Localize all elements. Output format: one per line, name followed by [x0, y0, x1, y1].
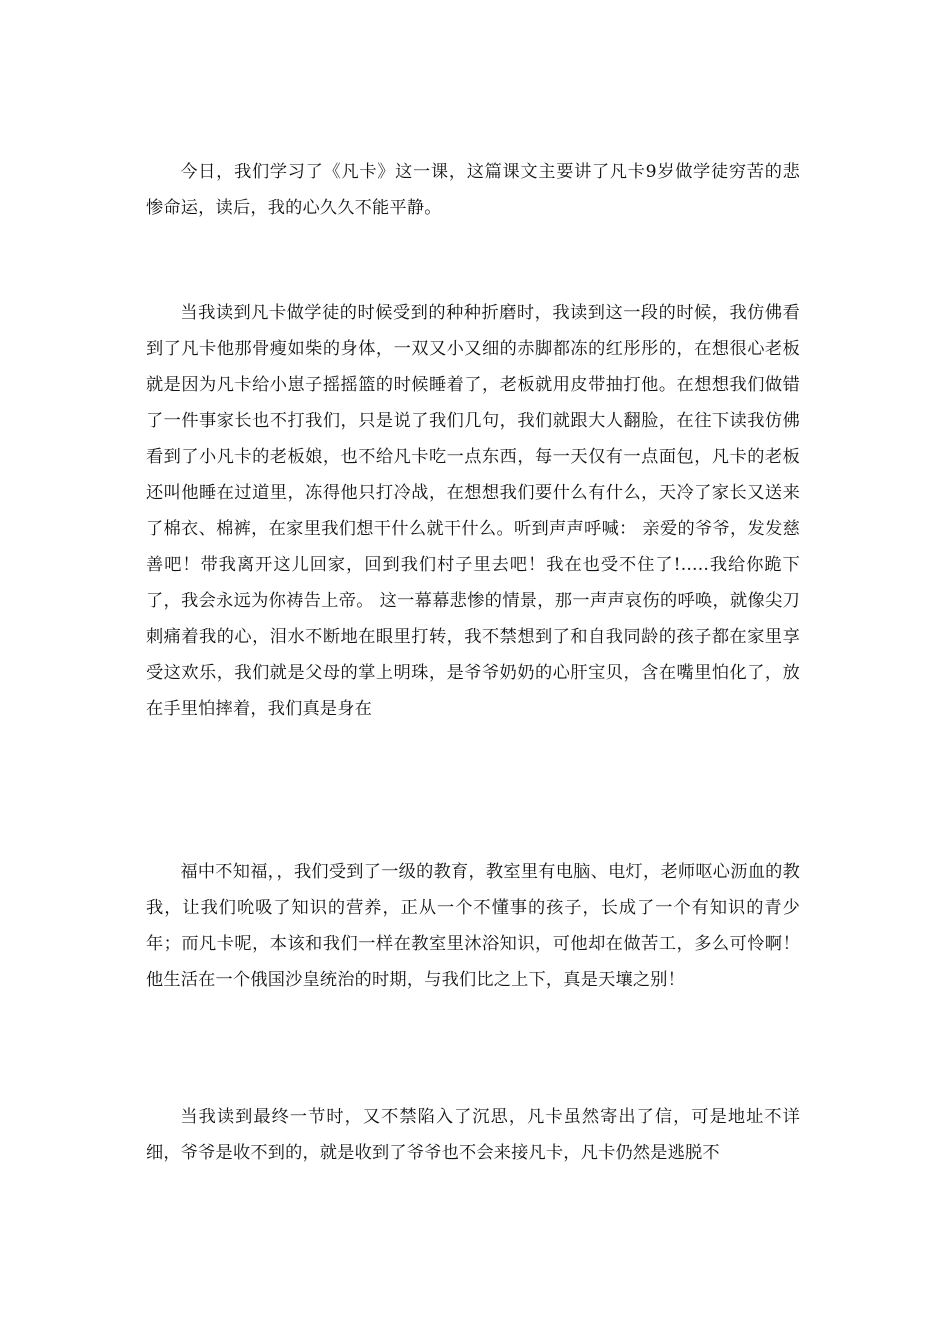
paragraph-intro: 今日，我们学习了《凡卡》这一课，这篇课文主要讲了凡卡9岁做学徒穷苦的悲惨命运，读后，我的心久久不能平静。	[146, 162, 800, 218]
paragraph-comparison: 福中不知福，，我们受到了一级的教育，教室里有电脑、电灯，老师呕心沥血的教我，让我们吮吸了知识的营养，正从一个不懂事的孩子，长成了一个有知识的青少年；而凡卡呢，本该和我们一样在教室里沐浴知识，可他却在做苦工，多么可怜啊！他生活在一个俄国沙皇统治的时期，与我们比之上下，真是天壤之别！	[146, 862, 800, 990]
paragraph-final-section: 当我读到最终一节时，又不禁陷入了沉思，凡卡虽然寄出了信，可是地址不详细，爷爷是收不到的，就是收到了爷爷也不会来接凡卡，凡卡仍然是逃脱不	[146, 1107, 800, 1163]
paragraph-suffering: 当我读到凡卡做学徒的时候受到的种种折磨时，我读到这一段的时候，我仿佛看到了凡卡他那骨瘦如柴的身体，一双又小又细的赤脚都冻的红彤彤的，在想很心老板就是因为凡卡给小崽子摇摇篮的时候睡着了，老板就用皮带抽打他。在想想我们做错了一件事家长也不打我们，只是说了我们几句，我们就跟大人翻脸，在往下读我仿佛看到了小凡卡的老板娘，也不给凡卡吃一点东西，每一天仅有一点面包，凡卡的老板还叫他睡在过道里，冻得他只打冷战，在想想我们要什么有什么，天冷了家长又送来了棉衣、棉裤，在家里我们想干什么就干什么。听到声声呼喊： 亲爱的爷爷，发发慈善吧！带我离开这儿回家，回到我们村子里去吧！我在也受不住了!.....我给你跪下了，我会永远为你祷告上帝。 这一幕幕悲惨的情景，那一声声哀伤的呼唤，就像尖刀刺痛着我的心，泪水不断地在眼里打转，我不禁想到了和自我同龄的孩子都在家里享受这欢乐，我们就是父母的掌上明珠，是爷爷奶奶的心肝宝贝，含在嘴里怕化了，放在手里怕摔着，我们真是身在	[146, 303, 800, 719]
